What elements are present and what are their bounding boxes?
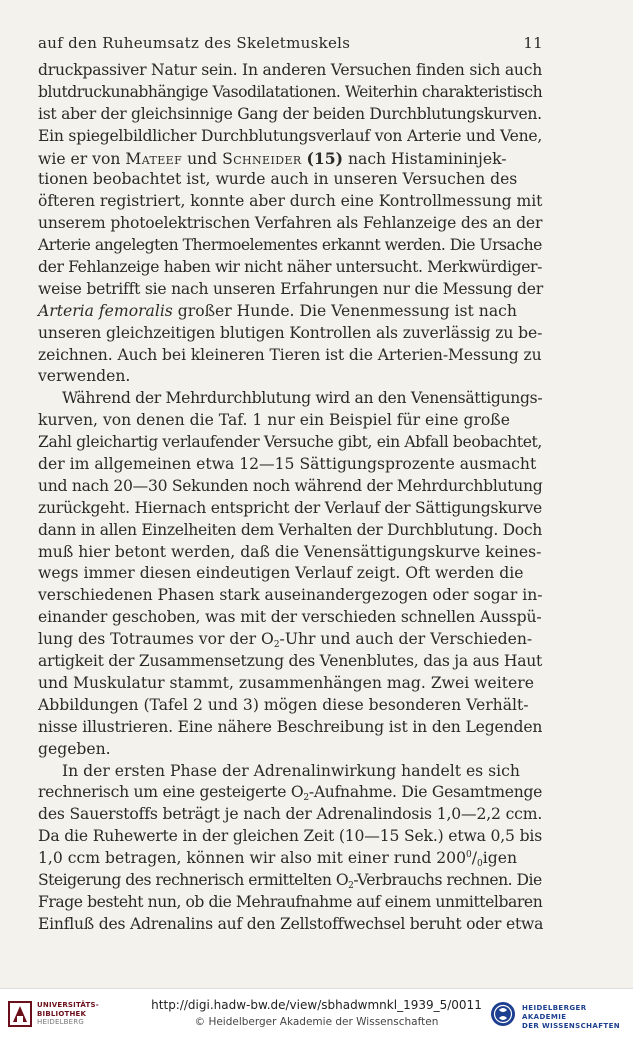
text-line: [38, 870, 542, 892]
library-name-line: UNIVERSITÄTS-: [37, 1001, 99, 1009]
text-fragment: -Verbrauchs rechnen. Die: [353, 870, 542, 889]
text-line: öfteren registriert, konnte aber durch eine Kontrollmessung mit: [38, 192, 543, 211]
text-line: nisse illustrieren. Eine nähere Beschreibung ist in den Legenden: [38, 717, 543, 736]
text-line: [38, 301, 542, 323]
subscript: 0: [477, 859, 483, 870]
percent-slash: /: [471, 849, 478, 868]
text-line: [38, 148, 542, 170]
text-line: Frage besteht nun, ob die Mehraufnahme auf einem unmittelbaren: [38, 892, 543, 911]
text-fragment: -Uhr und auch der Verschieden-: [279, 630, 533, 649]
text-line: Zahl gleichartig verlaufender Versuche gibt, ein Abfall beobachtet,: [38, 433, 542, 452]
text-line: unserem photoelektrischen Verfahren als Fehlanzeige des an der: [38, 214, 543, 233]
text-line: muß hier betont werden, daß die Venensättigungskurve keines-: [38, 542, 542, 561]
text-line: und nach 20—30 Sekunden noch während der Mehrdurchblutung: [38, 476, 543, 495]
text-line: zurückgeht. Hiernach entspricht der Verlauf der Sättigungskurve: [38, 498, 543, 517]
text-line: verwenden.: [38, 367, 131, 386]
running-header: [38, 34, 543, 54]
text-line: Abbildungen (Tafel 2 und 3) mögen diese besonderen Verhält-: [38, 695, 529, 714]
text-line: einander geschoben, was mit der verschieden schnellen Ausspü-: [38, 608, 542, 627]
latin-term: Arteria femoralis: [38, 301, 173, 320]
text-fragment: igen: [482, 849, 518, 868]
text-line: des Sauerstoffs beträgt je nach der Adrenalindosis 1,0—2,2 ccm.: [38, 805, 543, 824]
text-fragment: rechnerisch um eine gesteigerte O: [38, 783, 304, 802]
text-line: verschiedenen Phasen stark auseinandergezogen oder sogar in-: [38, 586, 543, 605]
text-line: In der ersten Phase der Adrenalinwirkung handelt es sich: [62, 761, 520, 780]
text-line: Da die Ruhewerte in der gleichen Zeit (10—15 Sek.) etwa 0,5 bis: [38, 827, 543, 846]
text-line: Während der Mehrdurchblutung wird an den Venensättigungs-: [62, 389, 543, 408]
body-text: [38, 60, 542, 936]
author-name: Mateef: [125, 149, 183, 168]
text-line: der im allgemeinen etwa 12—15 Sättigungsprozente ausmacht: [38, 455, 537, 474]
academy-name-line: DER WISSENSCHAFTEN: [522, 1022, 621, 1030]
text-line: kurven, von denen die Taf. 1 nur ein Beispiel für eine große: [38, 411, 510, 430]
text-line: Einfluß des Adrenalins auf den Zellstoffwechsel beruht oder etwa: [38, 914, 544, 933]
text-line: Arterie angelegten Thermoelementes erkannt werden. Die Ursache: [38, 236, 542, 255]
viewer-footer: [0, 988, 633, 1040]
author-name: Schneider: [222, 149, 302, 168]
text-fragment: lung des Totraumes vor der O: [38, 630, 274, 649]
text-line: weise betrifft sie nach unseren Erfahrungen nur die Messung der: [38, 279, 543, 298]
text-line: tionen beobachtet ist, wurde auch in unseren Versuchen des: [38, 170, 518, 189]
text-fragment: 1,0 ccm betragen, können wir also mit einer rund 200: [38, 849, 467, 868]
text-line: artigkeit der Zusammensetzung des Venenblutes, das ja aus Haut: [38, 652, 543, 671]
text-fragment: wie er von: [38, 149, 121, 168]
superscript: 0: [466, 850, 472, 861]
text-line: blutdruckunabhängige Vasodilatationen. Weiterhin charakteristisch: [38, 82, 543, 101]
subscript: 2: [348, 880, 354, 891]
text-line: der Fehlanzeige haben wir nicht näher untersucht. Merkwürdiger-: [38, 258, 543, 277]
text-line: [38, 782, 542, 804]
text-fragment: nach Histamininjek-: [347, 149, 507, 168]
copyright-notice: © Heidelberger Akademie der Wissenschaften: [194, 1016, 439, 1028]
academy-name-line: HEIDELBERGER AKADEMIE: [522, 1004, 587, 1021]
text-line: wegs immer diesen eindeutigen Verlauf zeigt. Oft werden die: [38, 564, 524, 583]
library-name-line: BIBLIOTHEK: [37, 1009, 87, 1018]
text-fragment: -Aufnahme. Die Gesamtmenge: [308, 783, 543, 802]
academy-name: [522, 1004, 633, 1031]
text-line: [38, 848, 542, 870]
text-line: unseren gleichzeitigen blutigen Kontrollen als zuverlässig zu be-: [38, 323, 543, 342]
text-line: druckpassiver Natur sein. In anderen Versuchen finden sich auch: [38, 61, 543, 79]
text-line: zeichnen. Auch bei kleineren Tieren ist die Arterien-Messung zu: [38, 345, 542, 364]
page-number: 11: [523, 34, 543, 52]
text-line: gegeben.: [38, 739, 111, 758]
text-line: und Muskulatur stammt, zusammenhängen mag. Zwei weitere: [38, 673, 534, 692]
reference-number: (15): [306, 148, 344, 168]
text-fragment: Steigerung des rechnerisch ermittelten O: [38, 870, 349, 889]
text-fragment: großer Hunde. Die Venenmessung ist nach: [177, 301, 517, 320]
permalink[interactable]: http://digi.hadw-bw.de/view/sbhadwmnkl_1939_5/0011: [151, 998, 482, 1012]
text-line: dann in allen Einzelheiten dem Verhalten der Durchblutung. Doch: [38, 520, 543, 539]
subscript: 2: [303, 793, 309, 804]
academy-logo: [490, 1001, 516, 1027]
text-line: [38, 629, 542, 651]
text-fragment: und: [187, 149, 218, 168]
text-line: ist aber der gleichsinnige Gang der beiden Durchblutungskurven.: [38, 104, 542, 123]
subscript: 2: [273, 640, 280, 651]
text-line: Ein spiegelbildlicher Durchblutungsverlauf von Arterie und Vene,: [38, 126, 543, 145]
library-name-line: HEIDELBERG: [37, 1018, 84, 1026]
running-title: auf den Ruheumsatz des Skeletmuskels: [38, 34, 351, 52]
